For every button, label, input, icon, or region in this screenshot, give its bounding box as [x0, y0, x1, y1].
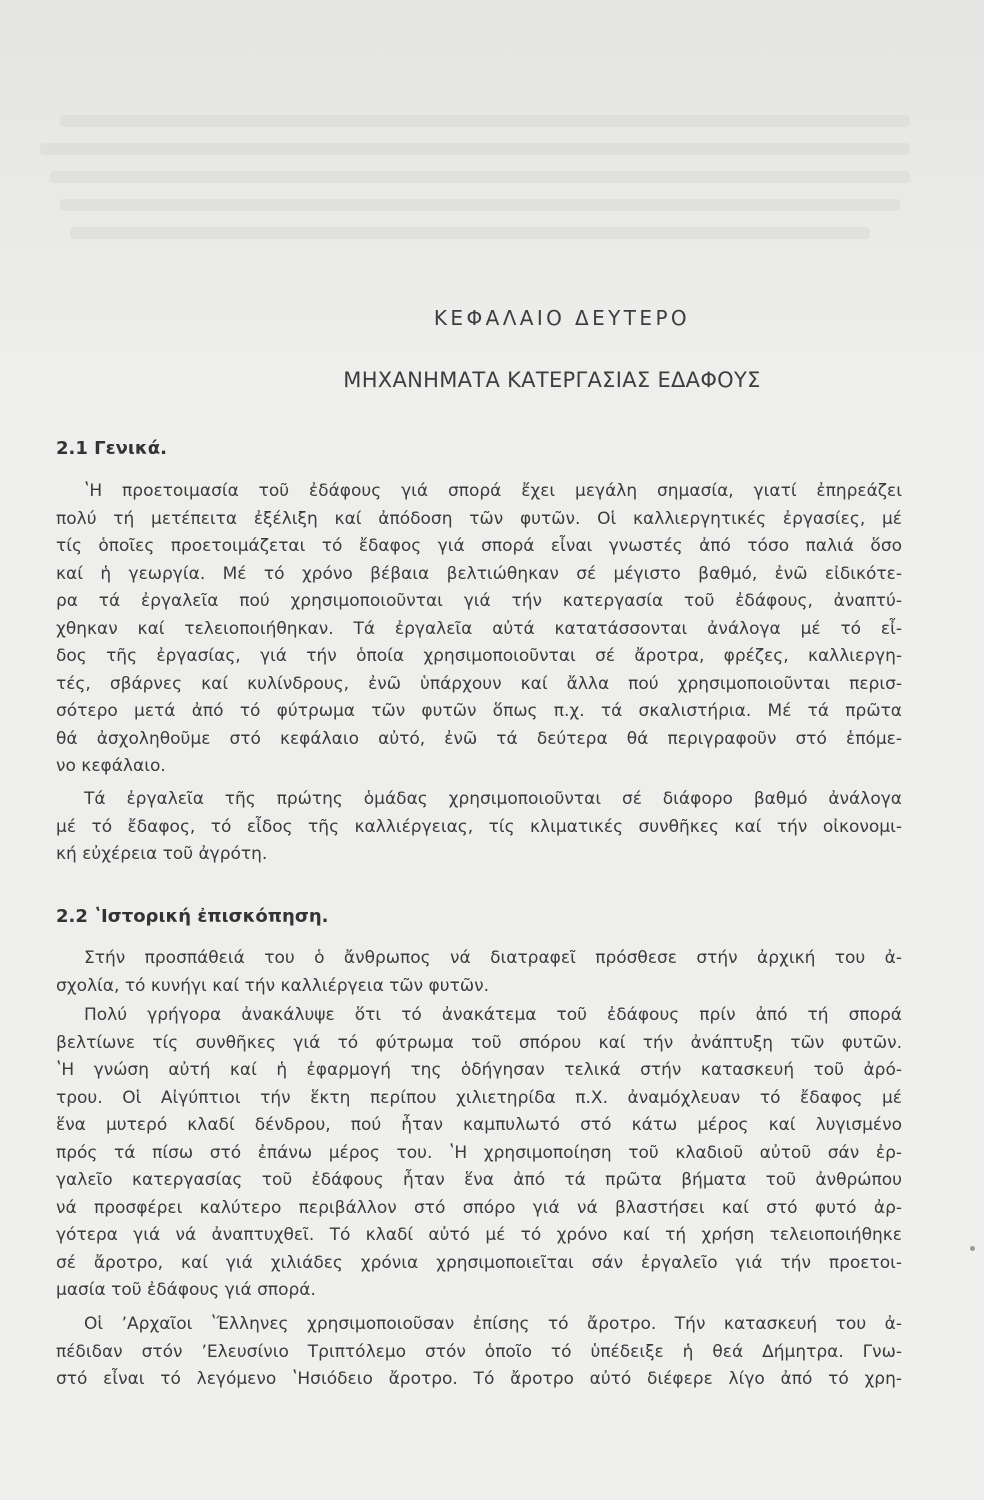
text-line: Οἱ ʼΑρχαῖοι ʽΈλληνες χρησιμοποιοῦσαν ἐπίσης τό ἄροτρο. Τήν κατασκευή του ἀ-: [84, 1314, 902, 1334]
text-line: νο κεφάλαιο.: [56, 756, 166, 776]
text-line: πέδιδαν στόν ʼΕλευσίνιο Τριπτόλεμο στόν ὁποῖο τό ὑπέδειξε ἡ θεά Δήμητρα. Γνω-: [56, 1341, 902, 1362]
paragraph-intro: [56, 478, 902, 781]
chapter-title: ΜΗΧΑΝΗΜΑΤΑ ΚΑΤΕΡΓΑΣΙΑΣ ΕΔΑΦΟΥΣ: [343, 368, 761, 392]
text-line: ʽΗ γνώση αὐτή καί ἡ ἐφαρμογή της ὁδήγησαν τελικά στήν κατασκευή τοῦ ἀρό-: [56, 1060, 902, 1080]
bleed-through-text: [0, 105, 984, 265]
bleed-line: [60, 115, 910, 127]
paragraph-tools: [56, 786, 902, 869]
text-line: σέ ἄροτρο, καί γιά χιλιάδες χρόνια χρησιμοποιεῖται σάν ἐργαλεῖο γιά τήν προετοι-: [56, 1252, 902, 1273]
paragraph-ancient-greeks: [56, 1311, 902, 1394]
text-line: ʽΗ προετοιμασία τοῦ ἐδάφους γιά σπορά ἔχει μεγάλη σημασία, γιατί ἐπηρεάζει: [84, 481, 902, 501]
text-line: τίς ὁποῖες προετοιμάζεται τό ἔδαφος γιά σπορά εἶναι γνωστές ἀπό τόσο παλιά ὅσο: [56, 536, 902, 556]
bleed-line: [60, 199, 900, 211]
text-line: μασία τοῦ ἐδάφους γιά σπορά.: [56, 1280, 316, 1300]
text-line: δος τῆς ἐργασίας, γιά τήν ὁποία χρησιμοποιοῦνται σέ ἄροτρα, φρέζες, καλλιεργη-: [56, 646, 902, 666]
text-line: κή εὐχέρεια τοῦ ἀγρότη.: [56, 844, 268, 864]
text-line: χθηκαν καί τελειοποιήθηκαν. Τά ἐργαλεῖα αὐτά κατατάσσονται ἀνάλογα μέ τό εἶ-: [56, 618, 902, 639]
text-line: καί ἡ γεωργία. Μέ τό χρόνο βέβαια βελτιώθηκαν σέ μέγιστο βαθμό, ἐνῶ εἰδικότε-: [56, 563, 902, 584]
bleed-line: [70, 227, 870, 239]
text-line: σχολία, τό κυνήγι καί τήν καλλιέργεια τῶν φυτῶν.: [56, 975, 489, 996]
text-line: θά ἀσχοληθοῦμε στό κεφάλαιο αὐτό, ἐνῶ τά δεύτερα θά περιγραφοῦν στό ἑπόμε-: [56, 728, 902, 749]
section-heading-history: 2.2 ʽΙστορική ἐπισκόπηση.: [56, 906, 329, 927]
text-line: νά προσφέρει καλύτερο περιβάλλον στό σπόρο γιά νά βλαστήσει καί στό φυτό ἀρ-: [56, 1197, 902, 1218]
text-line: τρου. Οἱ Αἰγύπτιοι τήν ἕκτη περίπου χιλιετηρίδα π.Χ. ἀναμόχλευαν τό ἔδαφος μέ: [56, 1087, 902, 1108]
bleed-line: [40, 143, 910, 155]
paragraph-effort: [56, 945, 902, 1000]
text-line: γότερα γιά νά ἀναπτυχθεῖ. Τό κλαδί αὐτό μέ τό χρόνο καί τή χρήση τελειοποιήθηκε: [56, 1225, 902, 1245]
text-line: σότερο μετά ἀπό τό φύτρωμα τῶν φυτῶν ὅπως π.χ. τά σκαλιστήρια. Μέ τά πρῶτα: [56, 701, 902, 721]
text-line: Πολύ γρήγορα ἀνακάλυψε ὅτι τό ἀνακάτεμα τοῦ ἐδάφους πρίν ἀπό τή σπορά: [84, 1005, 902, 1025]
text-line: μέ τό ἔδαφος, τό εἶδος τῆς καλλιέργειας, τίς κλιματικές συνθῆκες καί τήν οἰκονομι-: [56, 816, 902, 837]
chapter-label: ΚΕΦΑΛΑΙΟ ΔΕΥΤΕΡΟ: [433, 306, 691, 330]
text-line: ἕνα μυτερό κλαδί δένδρου, πού ἦταν καμπυλωτό στό κάτω μέρος καί λυγισμένο: [56, 1115, 902, 1135]
ink-speck: [970, 1246, 975, 1251]
text-line: πολύ τή μετέπειτα ἐξέλιξη καί ἀπόδοση τῶν φυτῶν. Οἱ καλλιεργητικές ἐργασίες, μέ: [56, 508, 902, 529]
text-line: Στήν προσπάθειά του ὁ ἄνθρωπος νά διατραφεῖ πρόσθεσε στήν ἀρχική του ἀ-: [84, 948, 902, 968]
text-line: πρός τά πίσω στό ἐπάνω μέρος του. ʽΗ χρησιμοποίηση τοῦ κλαδιοῦ αὐτοῦ σάν ἐρ-: [56, 1142, 902, 1163]
text-line: Τά ἐργαλεῖα τῆς πρώτης ὁμάδας χρησιμοποιοῦνται σέ διάφορο βαθμό ἀνάλογα: [84, 789, 902, 809]
bleed-line: [50, 171, 910, 183]
paragraph-discovery: [56, 1002, 902, 1305]
text-line: ρα τά ἐργαλεῖα πού χρησιμοποιοῦνται γιά τήν κατεργασία τοῦ ἐδάφους, ἀναπτύ-: [56, 591, 902, 611]
text-line: βελτίωνε τίς συνθῆκες γιά τό φύτρωμα τοῦ σπόρου καί τήν ἀνάπτυξη τῶν φυτῶν.: [56, 1032, 902, 1053]
section-heading-general: 2.1 Γενικά.: [56, 438, 167, 459]
text-line: γαλεῖο κατεργασίας τοῦ ἐδάφους ἦταν ἕνα ἀπό τά πρῶτα βήματα τοῦ ἀνθρώπου: [56, 1170, 902, 1190]
text-line: τές, σβάρνες καί κυλίνδρους, ἐνῶ ὑπάρχουν καί ἄλλα πού χρησιμοποιοῦνται περισ-: [56, 673, 902, 694]
text-line: στό εἶναι τό λεγόμενο ʽΗσιόδειο ἄροτρο. Τό ἄροτρο αὐτό διέφερε λίγο ἀπό τό χρη-: [56, 1369, 902, 1389]
